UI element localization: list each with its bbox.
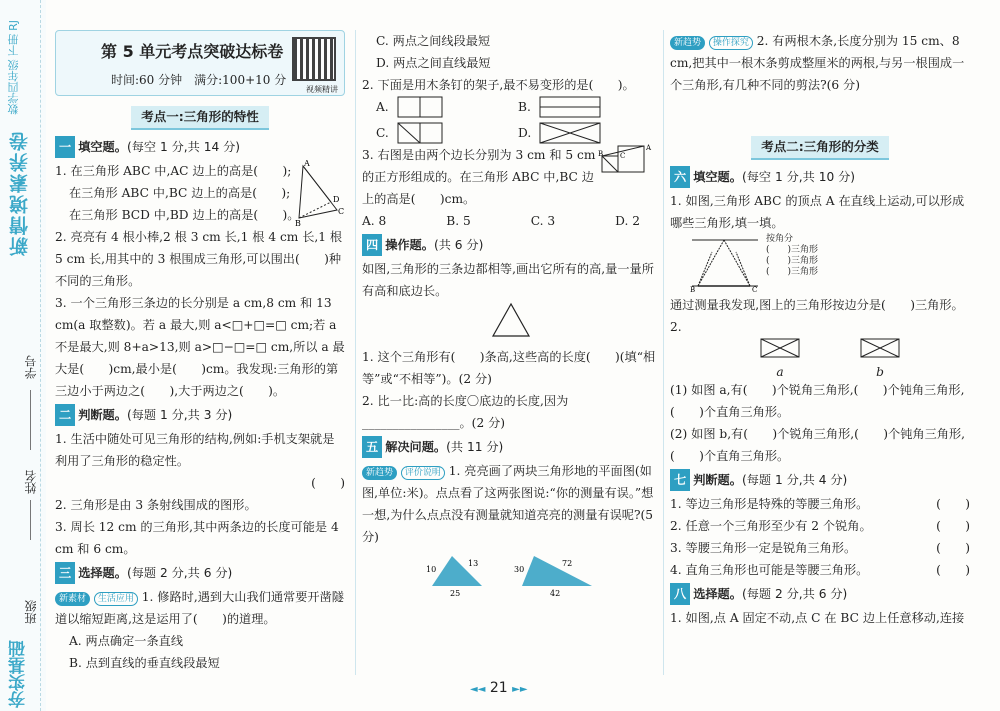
frame-d-figure xyxy=(539,122,601,144)
fan-label-3: ( )三角形 xyxy=(766,267,819,277)
tag-new-material: 新素材 xyxy=(55,592,90,606)
svg-text:C: C xyxy=(338,207,345,216)
operation-text: 如图,三角形的三条边都相等,画出它所有的高,量一量所有高和底边长。 xyxy=(362,262,654,298)
frame-a-figure xyxy=(397,96,443,118)
brand-footer: 夯实基础 xyxy=(9,640,29,708)
question-3: 3. 一个三角形三条边的长分别是 a cm,8 cm 和 13 cm(a 取整数)。若 a 最大,则 a<□+□=□ cm;若 a 不是最大,则 8+a>13,则 a>□−□=□ cm,所以 a 最大是( )cm,最小是( )cm。我发现:三角形的第三边小于两边之( ),大于两边之( )。 xyxy=(55,296,345,398)
part-7-heading: 七 判断题。(每题 1 分,共 4 分) xyxy=(670,469,970,491)
fan-triangles-figure xyxy=(670,234,970,294)
field-class: 班级 xyxy=(24,600,38,624)
qr-code-icon[interactable] xyxy=(292,37,336,81)
tag-explore: 操作探究 xyxy=(709,36,753,50)
cut-line xyxy=(40,0,41,711)
triangle-plots-figure xyxy=(422,548,622,598)
prev-arrow-icon: ◄◄ xyxy=(470,684,486,695)
figure-a-label: a xyxy=(776,365,784,379)
part-1-heading: 一 填空题。(每空 1 分,共 14 分) xyxy=(55,136,345,158)
column-divider xyxy=(663,30,664,675)
svg-text:B: B xyxy=(295,219,301,226)
operation-1: 1. 这个三角形有( )条高,这些高的长度( )(填“相等”或“不相等”)。(2 分) xyxy=(362,350,656,386)
judge-2: 2. 三角形是由 3 条射线围成的图形。 xyxy=(55,498,257,512)
rect-figures xyxy=(730,338,930,379)
part-4-heading: 四 操作题。(共 6 分) xyxy=(362,234,660,256)
next-arrow-icon: ►► xyxy=(512,684,528,695)
page-number: ◄◄ 21 ►► xyxy=(470,680,528,696)
fill-2: 2. xyxy=(670,320,682,334)
field-name: 姓名 xyxy=(24,470,38,494)
choice-3: 3. 右图是由两个边长分别为 3 cm 和 5 cm 的正方形组成的。在三角形 ABC 中,BC 边上的高是( )cm。 xyxy=(362,148,596,206)
judge-1: 1. 生活中随处可见三角形的结构,例如:手机支架就是利用了三角形的稳定性。 xyxy=(55,432,335,468)
part-2-heading: 二 判断题。(每题 1 分,共 3 分) xyxy=(55,404,345,426)
fan-label-1: ( )三角形 xyxy=(766,245,819,255)
choice-1-option-c: C. 两点之间线段最短 xyxy=(376,34,491,48)
fan-label-title: 按角分 xyxy=(766,234,794,244)
judge-row: 4. 直角三角形也可能是等腰三角形。 ( ) xyxy=(670,563,970,577)
tri2-side-a: 30 xyxy=(514,565,525,574)
fill-1: 1. 如图,三角形 ABC 的顶点 A 在直线上运动,可以形成哪些三角形,填一填。 xyxy=(670,194,965,230)
question-2: 2. 亮亮有 4 根小棒,2 根 3 cm 长,1 根 4 cm 长,1 根 5 cm 长,用其中的 3 根围成三角形,可以围出( )种不同的三角形。 xyxy=(55,230,343,288)
choice-2-options: A. B. C. D. xyxy=(362,96,660,144)
column-divider xyxy=(355,30,356,675)
tag-life: 生活应用 xyxy=(94,592,138,606)
column-1 xyxy=(55,30,345,674)
tag-new-trend: 新趋势 xyxy=(670,36,705,50)
part-6-heading: 六 填空题。(每空 1 分,共 10 分) xyxy=(670,166,970,188)
tri2-side-b: 72 xyxy=(562,559,573,568)
qr-caption: 视频精讲 xyxy=(306,85,338,94)
section-heading-2: 考点二:三角形的分类 xyxy=(670,136,970,160)
part-5-heading: 五 解决问题。(共 11 分) xyxy=(362,436,660,458)
choice-3-options: A. 8 B. 5 C. 3 D. 2 xyxy=(362,214,640,228)
choice-2: 2. 下面是用木条钉的架子,最不易变形的是( )。 xyxy=(362,78,635,92)
fill-1-end: 通过测量我发现,图上的三角形按边分是( )三角形。 xyxy=(670,298,964,312)
svg-text:B: B xyxy=(598,150,604,158)
field-student-id: 学号 xyxy=(24,355,38,379)
choice-1: 新素材 生活应用 1. 修路时,遇到大山我们通常要开凿隧道以缩短距离,这是运用了( )的道理。 xyxy=(55,590,344,626)
tri1-side-b: 13 xyxy=(468,559,479,568)
question-1-2: 在三角形 ABC 中,BC 边上的高是( ); xyxy=(69,186,291,200)
svg-text:A: A xyxy=(646,144,652,152)
svg-text:D: D xyxy=(333,195,340,204)
equilateral-triangle-figure xyxy=(362,302,660,346)
triangle-abcd-figure xyxy=(295,158,345,226)
fill-2-1: (1) 如图 a,有( )个锐角三角形,( )个钝角三角形,( )个直角三角形。 xyxy=(670,383,965,419)
question-1-3: 在三角形 BCD 中,BD 边上的高是( )。 xyxy=(69,208,300,222)
title-box xyxy=(55,30,345,96)
solve-2: 新趋势 操作探究 2. 有两根木条,长度分别为 15 cm、8 cm,把其中一根木条剪成整厘米的两根,与另一根围成一个三角形,有几种不同的剪法?(6 分) xyxy=(670,34,965,92)
part-8-heading: 八 选择题。(每题 2 分,共 6 分) xyxy=(670,583,970,605)
brand-title: 新情境素养卷 xyxy=(9,130,31,256)
field-line xyxy=(30,500,31,540)
svg-text:A: A xyxy=(304,159,310,168)
operation-2: 2. 比一比:高的长度〇底边的长度,因为________________。(2 分) xyxy=(362,394,569,430)
page-title: 第 5 单元考点突破达标卷 xyxy=(101,42,284,61)
frame-b-figure xyxy=(539,96,601,118)
svg-text:C: C xyxy=(620,152,626,160)
judge-row: 1. 等边三角形是特殊的等腰三角形。 ( ) xyxy=(670,497,970,511)
tri1-side-a: 10 xyxy=(426,565,437,574)
choice-1-option-d: D. 两点之间直线最短 xyxy=(376,56,491,70)
tri1-base: 25 xyxy=(450,589,461,598)
tag-eval: 评价说明 xyxy=(401,466,445,480)
judge-row: 3. 等腰三角形一定是锐角三角形。 ( ) xyxy=(670,541,970,555)
judge-3: 3. 周长 12 cm 的三角形,其中两条边的长度可能是 4 cm 和 6 cm。 xyxy=(55,520,339,556)
solve-1: 新趋势 评价说明 1. 亮亮画了两块三角形地的平面图(如图,单位:米)。点点看了这两张图说:“你的测量有误。”想一想,为什么点点没有测量就知道亮亮的测量有误呢?(5 分) xyxy=(362,464,654,544)
question-1-1: 1. 在三角形 ABC 中,AC 边上的高是( ); xyxy=(55,164,292,178)
figure-b-label: b xyxy=(876,365,884,379)
answer-paren: ( ) xyxy=(311,476,345,490)
choice-8-1: 1. 如图,点 A 固定不动,点 C 在 BC 边上任意移动,连接 xyxy=(670,611,965,625)
judge-row: 2. 任意一个三角形至少有 2 个锐角。 ( ) xyxy=(670,519,970,533)
part-3-heading: 三 选择题。(每题 2 分,共 6 分) xyxy=(55,562,345,584)
tri2-base: 42 xyxy=(550,589,561,598)
brand-subtitle: 数学四年级 下册 RJ xyxy=(7,20,20,115)
two-squares-figure xyxy=(598,144,660,174)
svg-text:C: C xyxy=(752,286,758,292)
field-line xyxy=(30,390,31,450)
section-heading-1: 考点一:三角形的特性 xyxy=(55,106,345,130)
svg-text:B: B xyxy=(690,286,696,292)
choice-1-option-a: A. 两点确定一条直线 xyxy=(69,634,184,648)
choice-1-option-b: B. 点到直线的垂直线段最短 xyxy=(69,656,220,670)
column-3 xyxy=(670,30,970,629)
exam-meta: 时间:60 分钟 满分:100+10 分 xyxy=(111,73,287,87)
frame-c-figure xyxy=(397,122,443,144)
column-2 xyxy=(362,30,660,605)
fill-2-2: (2) 如图 b,有( )个锐角三角形,( )个钝角三角形,( )个直角三角形。 xyxy=(670,427,966,463)
tag-new-trend: 新趋势 xyxy=(362,466,397,480)
fan-label-2: ( )三角形 xyxy=(766,256,819,266)
